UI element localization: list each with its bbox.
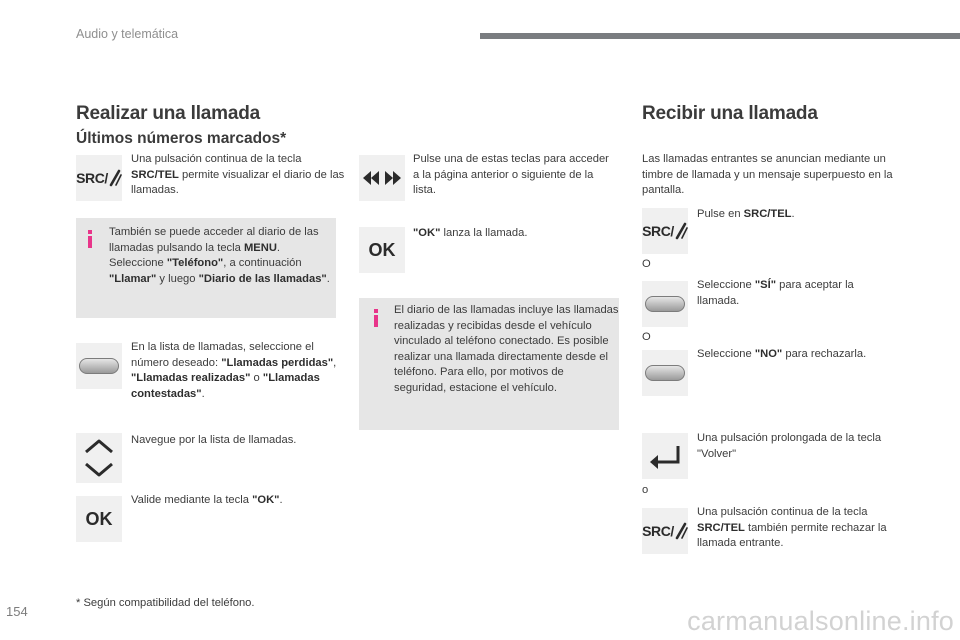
left-item-4-text: Valide mediante la tecla "OK". — [131, 494, 283, 506]
info-box-call-log — [359, 298, 619, 430]
right-item-4-text: Una pulsación prolongada de la tecla "Volver" — [697, 432, 882, 460]
prev-next-keys-icon — [359, 155, 405, 201]
info-box-call-log-text: El diario de las llamadas incluye las llamadas realizadas y recibidas desde el vehículo vinculado al teléfono conectado. Es posible realizar una llamada directamente desde el teléfono. Para ello, por motivos de seguridad, estacione el vehículo. — [394, 304, 619, 394]
src-tel-handset-icon-2 — [674, 222, 688, 240]
src-tel-key-label: SRC/ — [76, 170, 108, 186]
middle-item-1-text: Pulse una de estas teclas para acceder a la página anterior o siguiente de la lista. — [413, 153, 609, 197]
footnote: * Según compatibilidad del teléfono. — [76, 597, 255, 609]
info-icon-2 — [374, 309, 378, 327]
up-down-arrows-icon — [76, 433, 122, 483]
header-bar — [480, 33, 960, 39]
or-label-1: O — [642, 258, 651, 270]
or-label-2: O — [642, 331, 651, 343]
section-header: Audio y telemática — [76, 27, 179, 41]
left-item-3-text: Navegue por la lista de llamadas. — [131, 434, 297, 446]
info-box-menu — [76, 218, 336, 318]
middle-item-2-text: "OK" lanza la llamada. — [413, 227, 528, 239]
src-tel-handset-icon-3 — [674, 522, 688, 540]
left-item-1-text: Una pulsación continua de la tecla SRC/TEL permite visualizar el diario de las llamadas. — [131, 153, 345, 197]
ok-key-icon: OK — [76, 496, 122, 542]
right-item-3-text: Seleccione "NO" para rechazarla. — [697, 348, 867, 360]
right-item-1-text: Pulse en SRC/TEL. — [697, 208, 795, 220]
page-title-make-call: Realizar una llamada — [76, 103, 260, 124]
watermark: carmanualsonline.info — [687, 606, 954, 636]
ok-key-icon-2: OK — [359, 227, 405, 273]
info-icon — [88, 230, 92, 248]
page-title-receive-call: Recibir una llamada — [642, 103, 818, 124]
src-tel-key-icon-2: SRC/ — [642, 208, 688, 254]
src-tel-handset-icon — [108, 169, 122, 187]
src-tel-key-icon — [76, 155, 122, 201]
rotary-no-key-icon — [642, 350, 688, 396]
rotary-select-key-icon — [76, 343, 122, 389]
page-number: 154 — [6, 604, 28, 619]
right-item-5-text: Una pulsación continua de la tecla SRC/TEL también permite rechazar la llamada entrante. — [697, 506, 887, 550]
subtitle-last-numbers: Últimos números marcados* — [76, 130, 287, 147]
src-tel-key-icon-3: SRC/ — [642, 508, 688, 554]
or-label-3: o — [642, 484, 649, 496]
right-item-2-text: Seleccione "SÍ" para aceptar la llamada. — [697, 279, 854, 307]
receive-intro: Las llamadas entrantes se anuncian mediante un timbre de llamada y un mensaje superpuesto en la pantalla. — [642, 153, 893, 197]
back-key-icon — [642, 433, 688, 479]
info-box-menu-text: También se puede acceder al diario de las llamadas pulsando la tecla MENU. Seleccione "Teléfono", a continuación "Llamar" y luego "Diario de las llamadas". — [109, 226, 330, 285]
left-item-2-text: En la lista de llamadas, seleccione el número deseado: "Llamadas perdidas", "Llamadas realizadas" o "Llamadas contestadas". — [131, 341, 337, 400]
rotary-yes-key-icon — [642, 281, 688, 327]
